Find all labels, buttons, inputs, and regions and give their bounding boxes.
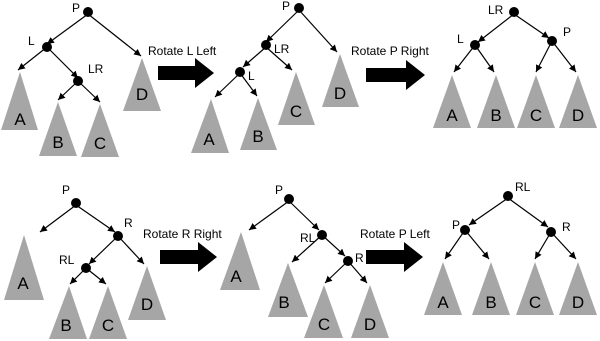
edge <box>508 198 548 227</box>
step-label: Rotate L Left <box>148 44 217 58</box>
edge <box>536 41 552 72</box>
subtree-label: B <box>60 316 72 335</box>
subtree-label: C <box>529 106 543 125</box>
node-label: RL <box>515 180 531 194</box>
edge <box>469 198 508 225</box>
edge <box>552 41 576 72</box>
tree-node <box>284 194 294 204</box>
node-label: P <box>72 1 81 15</box>
node-label: L <box>457 32 464 46</box>
subtree-label: B <box>485 293 497 312</box>
subtree-label: D <box>363 315 377 334</box>
tree-node <box>546 227 556 237</box>
node-label: L <box>248 69 255 83</box>
subtree-label: A <box>14 110 26 129</box>
tree-node <box>317 230 327 240</box>
tree-node <box>83 7 93 17</box>
subtree-label: A <box>446 106 458 125</box>
subtree-label: C <box>528 293 542 312</box>
tree-node <box>235 67 245 77</box>
edge <box>40 205 76 232</box>
node-label: R <box>562 220 571 234</box>
subtree-label: D <box>135 85 149 104</box>
edge <box>454 45 475 72</box>
edge <box>243 47 266 67</box>
node-label: LR <box>488 3 504 17</box>
tree-node <box>261 40 271 50</box>
subtree-label: B <box>52 133 64 152</box>
tree-rl-initial <box>4 183 166 339</box>
edge <box>478 14 514 42</box>
tree-rl-middle <box>220 183 389 338</box>
step-label: Rotate P Left <box>360 227 430 241</box>
subtree-label: D <box>571 293 585 312</box>
edge <box>118 236 144 264</box>
subtree-label: C <box>289 102 303 121</box>
subtree-label: B <box>490 106 502 125</box>
edge <box>47 14 88 44</box>
edge <box>289 201 319 230</box>
subtree-label: B <box>278 293 290 312</box>
tree-node <box>547 36 557 46</box>
node-label: P <box>275 183 284 197</box>
step-label: Rotate R Right <box>143 227 222 241</box>
step-arrow <box>160 242 217 272</box>
edge <box>88 14 141 56</box>
step-label: Rotate P Right <box>351 44 429 58</box>
tree-node <box>294 3 304 13</box>
tree-node <box>71 198 81 208</box>
node-label: LR <box>274 42 290 56</box>
node-label: R <box>124 216 133 230</box>
node-label: L <box>28 34 35 48</box>
edge <box>266 10 299 42</box>
tree-lr-middle <box>191 0 359 153</box>
node-label: P <box>563 25 572 39</box>
tree-lr-initial <box>1 1 161 157</box>
tree-rl-balanced <box>424 180 597 315</box>
edge <box>465 230 489 259</box>
node-label: P <box>282 0 291 13</box>
subtree-label: A <box>17 274 29 293</box>
tree-lr-balanced <box>433 3 597 128</box>
edge <box>76 205 115 232</box>
edge <box>249 201 289 230</box>
edge <box>551 232 576 259</box>
node-label: P <box>62 183 71 197</box>
subtree-label: A <box>203 130 215 149</box>
node-label: R <box>355 251 364 265</box>
tree-node <box>73 76 83 86</box>
edge <box>299 10 337 52</box>
subtree-label: C <box>317 315 331 334</box>
step-arrow <box>366 60 425 90</box>
edge <box>514 14 549 38</box>
tree-node <box>509 7 519 17</box>
edge <box>47 47 78 78</box>
tree-node <box>460 225 470 235</box>
tree-node <box>503 191 513 201</box>
edge <box>445 230 465 259</box>
subtree-label: C <box>93 134 107 153</box>
edge <box>18 47 47 70</box>
edge <box>215 73 240 97</box>
node-label: LR <box>88 62 104 76</box>
subtree-label: D <box>571 106 585 125</box>
tree-node <box>81 263 91 273</box>
subtree-label: D <box>140 295 154 314</box>
node-label: RL <box>59 253 75 267</box>
step-arrow <box>158 58 214 88</box>
tree-node <box>113 231 123 241</box>
subtree-label: C <box>101 316 115 335</box>
subtree-label: B <box>252 127 264 146</box>
step-arrow <box>366 242 423 272</box>
subtree-label: A <box>437 293 449 312</box>
subtree-label: D <box>333 84 347 103</box>
tree-node <box>470 40 480 50</box>
subtree-label: A <box>230 267 242 286</box>
node-label: RL <box>300 231 316 245</box>
tree-node <box>42 42 52 52</box>
tree-node <box>343 256 353 266</box>
edge <box>89 236 118 264</box>
node-label: P <box>452 218 461 232</box>
